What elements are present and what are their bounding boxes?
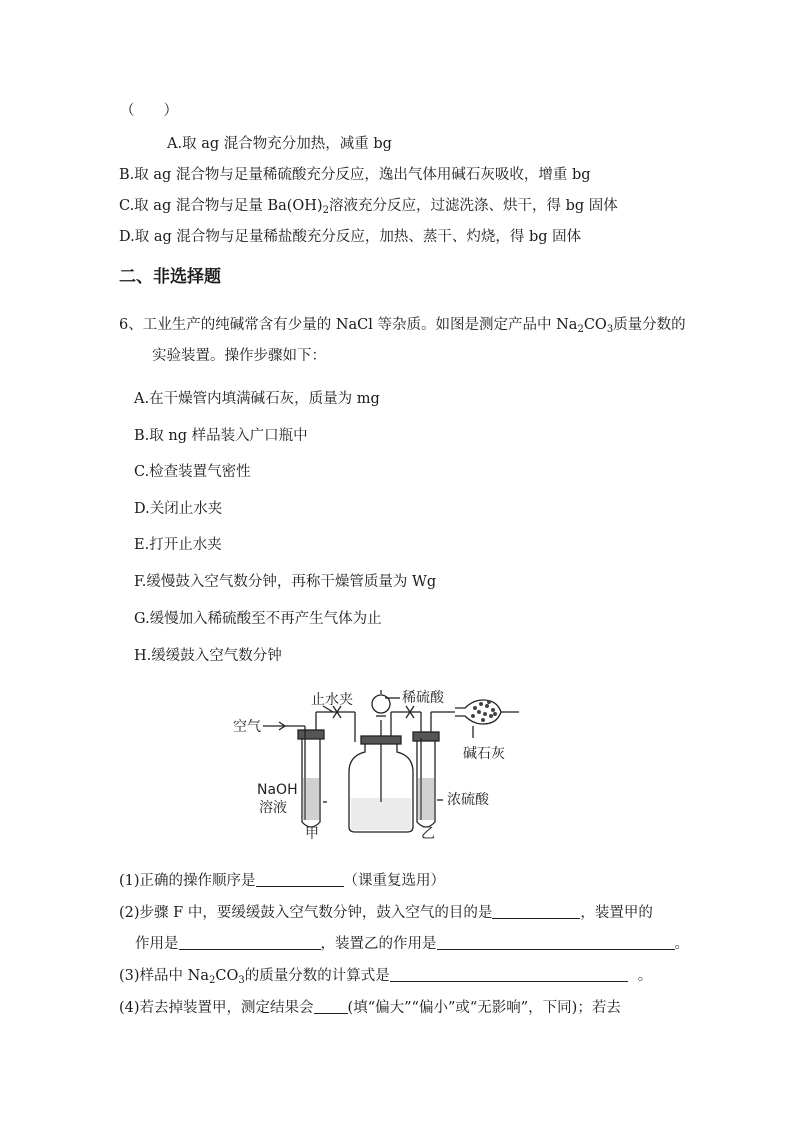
label-naoh: NaOH [257, 782, 298, 798]
step-f: F.缓慢鼓入空气数分钟，再称干燥管质量为 Wg [134, 574, 437, 590]
label-jia: 甲 [305, 826, 319, 842]
step-b: B.取 ng 样品装入广口瓶中 [134, 428, 308, 444]
q2-answer-blank-2[interactable] [179, 935, 321, 950]
label-soda-lime: 碱石灰 [463, 746, 505, 762]
q6-intro-b: 质量分数的 [613, 317, 686, 333]
option-c [119, 196, 618, 221]
q6-intro-sub1: 2 [577, 324, 584, 335]
q3-mid: CO [215, 968, 239, 984]
step-c: C.检查装置气密性 [134, 464, 251, 480]
q6-intro-line2: 实验装置。操作步骤如下： [152, 348, 326, 364]
q4-text-b: (填“偏大”“偏小”或“无影响”，下同)；若去 [347, 1000, 621, 1016]
step-a: A.在干燥管内填满碱石灰，质量为 mg [134, 391, 380, 407]
q1-answer-blank[interactable] [256, 872, 344, 887]
step-g: G.缓慢加入稀硫酸至不再产生气体为止 [134, 611, 382, 627]
q2-answer-blank-3[interactable] [437, 935, 675, 950]
label-air: 空气 [233, 719, 261, 735]
step-e: E.打开止水夹 [134, 537, 222, 553]
label-dilute-acid: 稀硫酸 [402, 690, 444, 706]
option-c-tail: 溶液充分反应，过滤洗涤、烘干，得 bg 固体 [328, 198, 618, 214]
q6-intro-sub2: 3 [606, 324, 614, 335]
q6-intro-mid: CO [583, 317, 607, 333]
q2-text-b: ，装置甲的 [580, 905, 653, 921]
q6-intro [119, 315, 686, 340]
question-1 [119, 871, 445, 891]
q1-text: (1)正确的操作顺序是 [119, 873, 256, 889]
q2-answer-blank-1[interactable] [492, 904, 580, 919]
option-c-subscript: 2 [322, 205, 329, 216]
q3-text-c: 。 [637, 968, 653, 984]
apparatus-diagram [225, 682, 535, 842]
question-4 [119, 998, 621, 1018]
question-3 [119, 966, 652, 991]
option-c-text: C.取 ag 混合物与足量 Ba(OH) [119, 198, 323, 214]
option-d: D.取 ag 混合物与足量稀盐酸充分反应，加热、蒸干、灼烧，得 bg 固体 [119, 229, 582, 245]
q6-intro-a: 6、工业生产的纯碱常含有少量的 NaCl 等杂质。如图是测定产品中 Na [119, 317, 578, 333]
q2-text-c: 作用是 [135, 936, 179, 952]
q2-text-e: 。 [674, 936, 689, 952]
step-h: H.缓缓鼓入空气数分钟 [134, 648, 282, 664]
label-clamp: 止水夹 [311, 692, 353, 708]
question-2-line2 [135, 934, 689, 954]
q2-text-d: ，装置乙的作用是 [320, 936, 437, 952]
step-d: D.关闭止水夹 [134, 501, 223, 517]
q3-answer-blank[interactable] [390, 967, 628, 982]
option-b: B.取 ag 混合物与足量稀硫酸充分反应，逸出气体用碱石灰吸收，增重 bg [119, 167, 591, 183]
q2-text: (2)步骤 F 中，要缓缓鼓入空气数分钟，鼓入空气的目的是 [119, 905, 493, 921]
label-yi: 乙 [421, 826, 435, 842]
label-solution: 溶液 [259, 800, 287, 816]
q4-text-a: (4)若去掉装置甲，测定结果会 [119, 1000, 314, 1016]
q4-answer-blank[interactable] [314, 999, 348, 1014]
q3-text-b: 的质量分数的计算式是 [244, 968, 390, 984]
question-2 [119, 903, 653, 923]
q3-sub1: 2 [208, 975, 216, 986]
label-conc-acid: 浓硫酸 [447, 792, 489, 808]
q3-sub2: 3 [238, 975, 245, 986]
q1-note: （课重复选用） [343, 873, 446, 889]
section-title: 二、非选择题 [119, 267, 221, 287]
answer-bracket: （ ） [120, 103, 178, 119]
q3-text-a: (3)样品中 Na [119, 968, 209, 984]
option-a: A.取 ag 混合物充分加热，减重 bg [167, 136, 392, 152]
